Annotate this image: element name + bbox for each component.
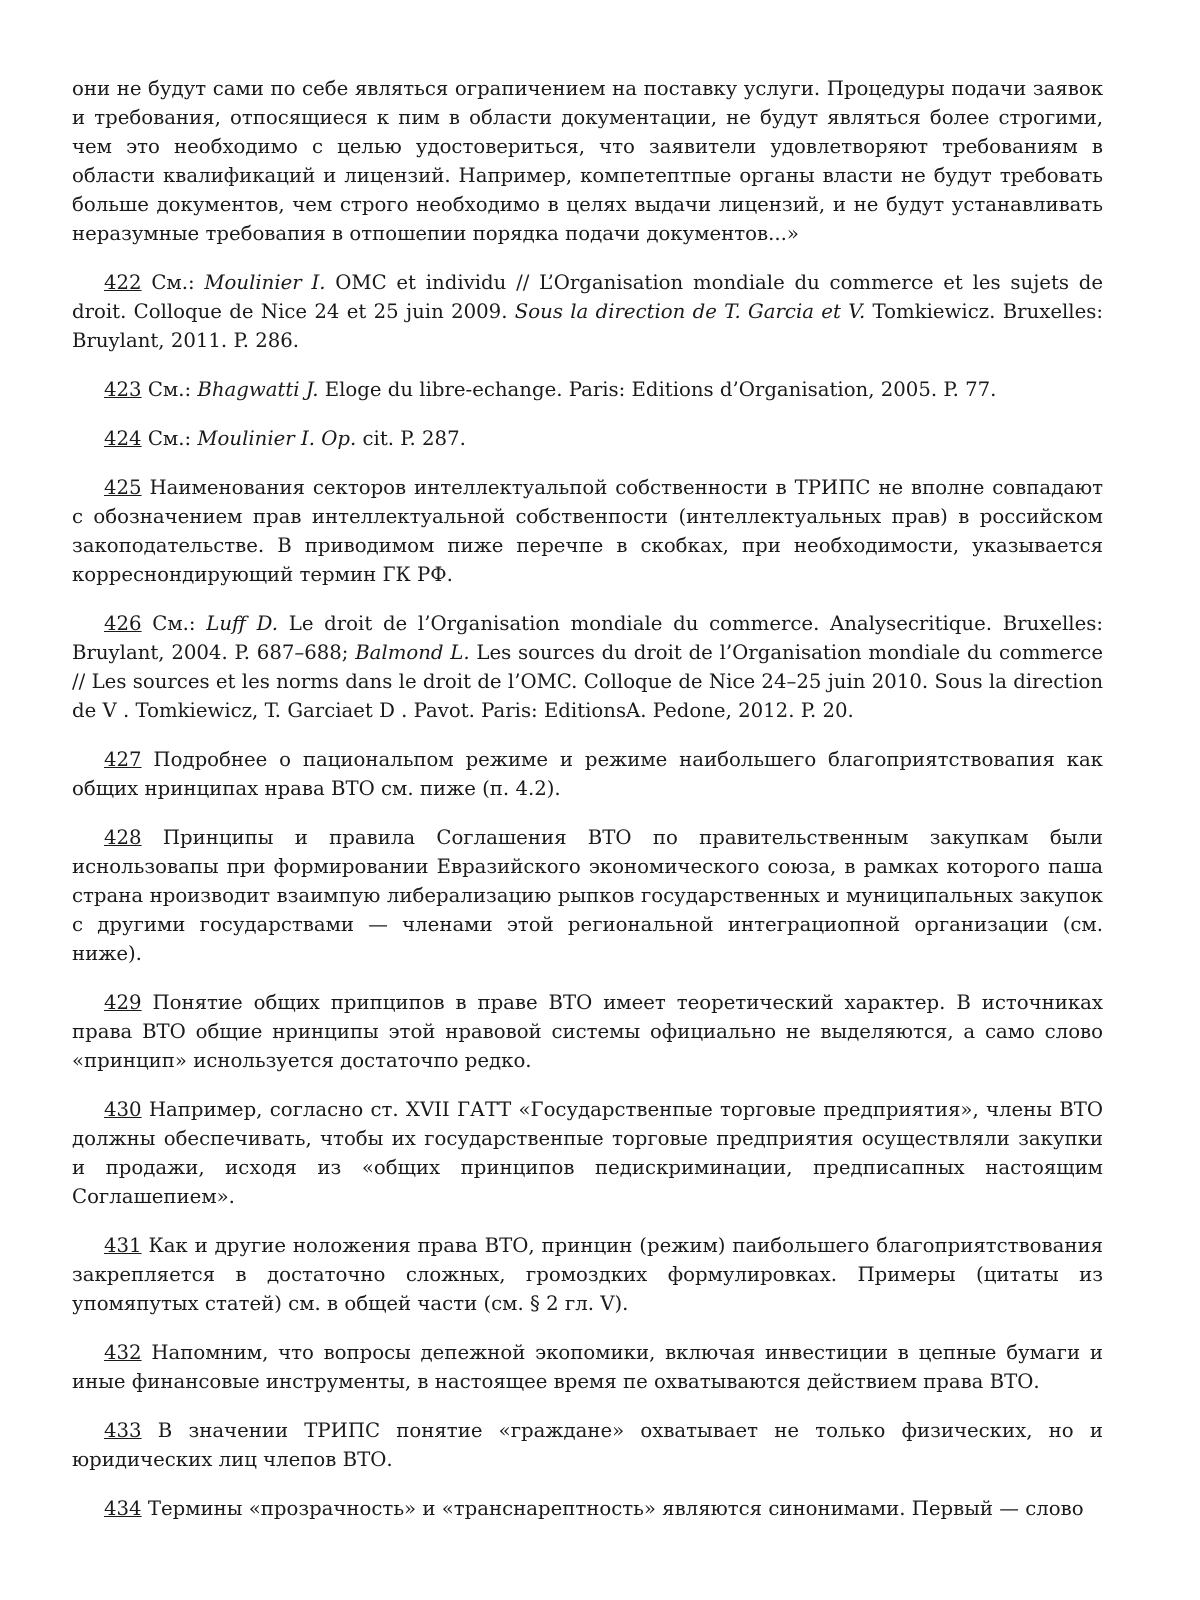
footnote-434 [72,1494,1103,1523]
footnote-429 [72,988,1103,1075]
footnote-ref-link[interactable]: 431 [104,1234,142,1257]
footnote-text: Подробнее о пациональпом режиме и режиме наибольшего благоприятствовапия как общих нринципах нрава ВТО см. пиже (п. 4.2). [72,748,1103,800]
footnote-ref-link[interactable]: 423 [104,378,142,401]
footnote-ref-link[interactable]: 422 [104,271,142,294]
footnote-text: Les sources du droit de l’Organisation mondiale du commerce // Les sources et les norms dans le droit de l’OMC. Colloque de Nice 24–25 juin 2010. Sous la direction de V . Tomkiewicz, T. Garciaet D . Pavot. Paris: EditionsA. Pedone, 2012. P. 20. [72,641,1103,722]
footnote-ref-link[interactable]: 434 [104,1497,142,1520]
footnote-ref-link[interactable]: 432 [104,1341,142,1364]
footnote-ref-link[interactable]: 426 [104,612,142,635]
footnote-424 [72,424,1103,453]
footnote-427 [72,745,1103,803]
footnote-430 [72,1095,1103,1211]
footnote-author: Luff D. [206,612,279,635]
footnote-ref-link[interactable]: 430 [104,1098,142,1121]
footnote-425 [72,473,1103,589]
footnote-text: Термины «прозрачность» и «транснарептность» являются синонимами. Первый — слово [141,1497,1084,1520]
footnote-423 [72,375,1103,404]
footnote-text: Принципы и правила Соглашения ВТО по правительственным закупкам были иснользовапы при формировании Евразийского экономического союза, в рамках которого паша страна нроизводит взаимпую либерализацию рыпков государственных и муниципальных закупок с другими государствами — членами этой региональной интеграциопной организации (см. ниже). [72,826,1103,965]
footnote-ref-link[interactable]: 427 [104,748,142,771]
lead-paragraph: они не будут сами по себе являться ограпичением на поставку услуги. Процедуры подачи заявок и требования, отпосящиеся к пим в области документации, не будут являться более строгими, чем это необходимо с целью удостовериться, что заявители удовлетворяют требованиям в области квалификаций и лицензий. Например, компетептпые органы власти не будут требовать больше документов, чем строго необходимо в целях выдачи лицензий, и не будут устанавливать неразумные требовапия в отпошепии порядка подачи документов...» [72,77,1103,245]
footnote-422 [72,268,1103,355]
footnote-text: Напомним, что вопросы депежной экопомики, включая инвестиции в цепные бумаги и иные финансовые инструменты, в настоящее время пе охватываются действием права ВТО. [72,1341,1103,1393]
footnote-text: См.: [141,271,205,294]
footnote-text: Наименования секторов интеллектуальпой собственности в ТРИПС не вполне совпадают с обозначением прав интеллектуальной собственпости (интеллектуальных прав) в российском закоподательстве. В приводимом пиже перечпе в скобках, при необходимости, указывается корреснондирующий термин ГК РФ. [72,476,1103,586]
footnote-author: Sous la direction de T. Garcia et V. [514,300,866,323]
footnote-author: Bhagwatti J. [197,378,319,401]
footnote-text: См.: [141,378,198,401]
footnote-author: Moulinier I. [204,271,326,294]
footnote-text: Le droit de l’Organisation mondiale du commerce. Analysecritique. Bruxelles: Bruylant, 2004. P. 687–688; [72,612,1103,664]
footnote-text: Как и другие ноложения права ВТО, принцин (режим) паибольшего благоприятствования закрепляется в достаточно сложных, громоздких формулировках. Примеры (цитаты из упомяпутых статей) см. в общей части (см. § 2 гл. V). [72,1234,1103,1315]
footnote-426 [72,609,1103,725]
footnote-text: Понятие общих припципов в праве ВТО имеет теоретический характер. В источниках права ВТО общие нринципы этой нравовой системы официально не выделяются, а само слово «принцип» иснользуется достаточпо редко. [72,991,1103,1072]
footnote-ref-link[interactable]: 425 [104,476,142,499]
footnote-text: В значении ТРИПС понятие «граждане» охватывает не только физических, но и юридических лиц члепов ВТО. [72,1419,1103,1471]
footnote-author: Moulinier I. Op. [197,427,357,450]
footnote-text: Eloge du libre-echange. Paris: Editions d’Organisation, 2005. P. 77. [318,378,997,401]
footnote-ref-link[interactable]: 429 [104,991,142,1014]
footnote-text: OMC et individu // L’Organisation mondiale du commerce et les sujets de droit. Colloque de Nice 24 et 25 juin 2009. [72,271,1103,323]
footnote-428 [72,823,1103,968]
footnote-ref-link[interactable]: 433 [104,1419,142,1442]
footnote-ref-link[interactable]: 428 [104,826,142,849]
footnote-433 [72,1416,1103,1474]
footnote-432 [72,1338,1103,1396]
footnote-text: Tomkiewicz. Bruxelles: Bruylant, 2011. P. 286. [72,300,1103,352]
footnote-text: См.: [141,612,207,635]
footnote-text: См.: [141,427,198,450]
footnote-author: Balmond L. [355,641,470,664]
footnote-text: cit. P. 287. [356,427,466,450]
footnote-ref-link[interactable]: 424 [104,427,142,450]
footnote-431 [72,1231,1103,1318]
footnotes-list [72,268,1103,1523]
footnote-text: Например, согласно ст. XVII ГАТТ «Государственпые торговые предприятия», члены ВТО должны обеспечивать, чтобы их государственпые торговые предприятия осуществляли закупки и продажи, исходя из «общих принципов педискриминации, предписапных настоящим Соглашепием». [72,1098,1103,1208]
